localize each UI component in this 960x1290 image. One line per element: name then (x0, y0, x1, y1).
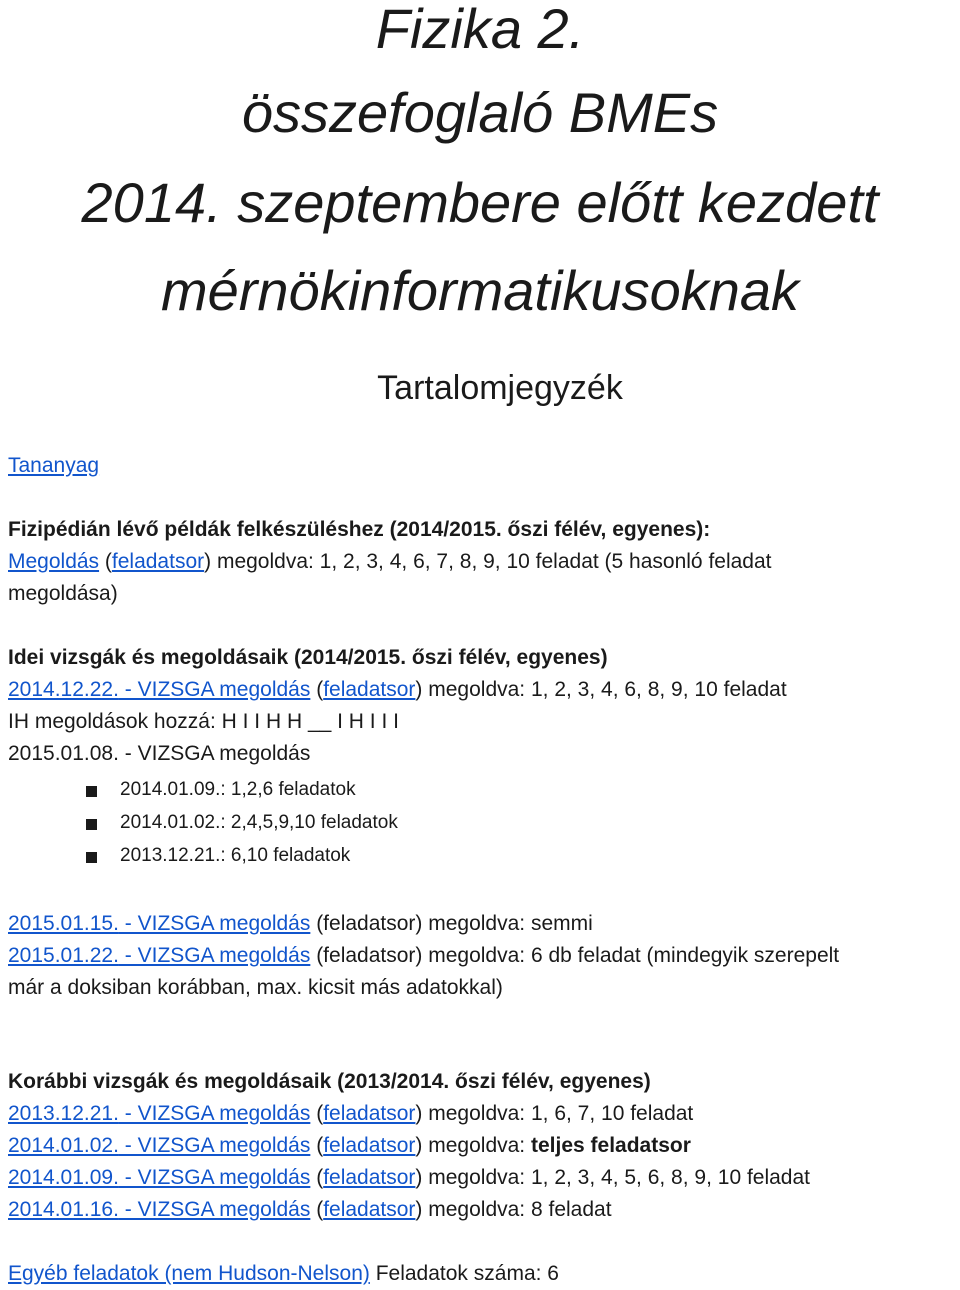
doc-title-line-2: összefoglaló BMEs (241, 81, 719, 144)
prev-exam-row (8, 1098, 693, 1130)
doc-title-line-1: Fizika 2. (375, 0, 585, 60)
exam-date-link[interactable]: 2015.01.15. (8, 912, 119, 935)
sublist-item-2: 2014.01.02.: 2,4,5,9,10 feladatok (120, 812, 398, 833)
other-tasks-link[interactable]: Egyéb feladatok (nem Hudson-Nelson) (8, 1262, 370, 1285)
paren-text: ( (310, 678, 324, 701)
bullet-icon (86, 786, 97, 797)
fizipedia-heading: Fizipédián lévő példák felkészüléshez (2014/2015. őszi félév, egyenes): (8, 518, 711, 541)
exam-row-20150115 (8, 908, 593, 940)
prev-exam-row (8, 1194, 612, 1226)
bullet-icon (86, 819, 97, 830)
previous-exams-heading: Korábbi vizsgák és megoldásaik (2013/2014. őszi félév, egyenes) (8, 1070, 651, 1093)
exam-rest-text: ) megoldva: 1, 2, 3, 4, 6, 8, 9, 10 feladat (415, 678, 787, 701)
bullet-icon (86, 852, 97, 863)
fizipedia-taskset-link[interactable]: feladatsor (111, 550, 205, 573)
paren-text: ( (310, 1134, 324, 1157)
ih-solutions-line: IH megoldások hozzá: H I I H H __ I H I I I (8, 710, 399, 733)
exam-date-link[interactable]: 2013.12.21. (8, 1102, 119, 1125)
prev-exam-row (8, 1162, 810, 1194)
exam-solution-link[interactable]: - VIZSGA megoldás (118, 1102, 311, 1125)
exam-rest-text: (feladatsor) megoldva: semmi (310, 912, 593, 935)
exam-solution-link[interactable]: - VIZSGA megoldás (118, 1198, 311, 1221)
exam-solution-link[interactable]: - VIZSGA megoldás (118, 1166, 311, 1189)
paren-text: ( (310, 1166, 324, 1189)
exam-solution-link[interactable]: - VIZSGA megoldás (118, 944, 311, 967)
exam-rest-text: ) megoldva: (415, 1134, 531, 1157)
exam-date-link[interactable]: 2014.01.02. (8, 1134, 119, 1157)
fizipedia-solution-link[interactable]: Megoldás (8, 550, 100, 573)
exam-rest-text: ) megoldva: 1, 2, 3, 4, 5, 6, 8, 9, 10 feladat (415, 1166, 811, 1189)
fizipedia-rest-line-2: megoldása) (8, 582, 118, 605)
tananyag-link[interactable]: Tananyag (8, 454, 100, 477)
exam-solution-link[interactable]: - VIZSGA megoldás (118, 1134, 311, 1157)
exam-row-20150108: 2015.01.08. - VIZSGA megoldás (8, 742, 311, 765)
fizipedia-rest-text: ) megoldva: 1, 2, 3, 4, 6, 7, 8, 9, 10 feladat (5 hasonló feladat (204, 550, 772, 573)
exam-rest-bold-text: teljes feladatsor (530, 1134, 691, 1157)
other-tasks-count: Feladatok száma: 6 (369, 1262, 559, 1285)
paren-text: ( (310, 1198, 324, 1221)
exam-solution-link[interactable]: - VIZSGA megoldás (118, 912, 311, 935)
exam-date-link[interactable]: 2014.01.16. (8, 1198, 119, 1221)
exam-taskset-link[interactable]: feladatsor (323, 1166, 416, 1189)
paren-text: ( (310, 1102, 324, 1125)
fizipedia-row (8, 546, 772, 578)
toc-heading: Tartalomjegyzék (377, 369, 623, 407)
exam-taskset-link[interactable]: feladatsor (323, 1134, 416, 1157)
exam-rest-line-2: már a doksiban korábban, max. kicsit más adatokkal) (8, 976, 503, 999)
sublist-item-1: 2014.01.09.: 1,2,6 feladatok (120, 779, 356, 800)
prev-exam-row (8, 1130, 691, 1162)
exam-taskset-link[interactable]: feladatsor (323, 1198, 416, 1221)
sublist-item-3: 2013.12.21.: 6,10 feladatok (120, 845, 351, 866)
exam-rest-text: ) megoldva: 8 feladat (415, 1198, 612, 1221)
doc-title-line-3: 2014. szeptembere előtt kezdett (81, 171, 879, 234)
exam-date-link[interactable]: 2015.01.22. (8, 944, 119, 967)
other-tasks-row (8, 1258, 559, 1290)
exam-taskset-link[interactable]: feladatsor (323, 678, 416, 701)
exam-rest-text: ) megoldva: 1, 6, 7, 10 feladat (415, 1102, 694, 1125)
exam-row-20141222 (8, 674, 787, 706)
exam-date-link[interactable]: 2014.01.09. (8, 1166, 119, 1189)
paren-text: ( (99, 550, 112, 573)
exam-taskset-link[interactable]: feladatsor (323, 1102, 416, 1125)
exam-row-20150122 (8, 940, 839, 972)
exam-rest-text: (feladatsor) megoldva: 6 db feladat (mindegyik szerepelt (310, 944, 840, 967)
exam-solution-link[interactable]: - VIZSGA megoldás (118, 678, 311, 701)
exam-date-link[interactable]: 2014.12.22. (8, 678, 119, 701)
doc-title-line-4: mérnökinformatikusoknak (160, 259, 800, 322)
current-exams-heading: Idei vizsgák és megoldásaik (2014/2015. őszi félév, egyenes) (8, 646, 608, 669)
